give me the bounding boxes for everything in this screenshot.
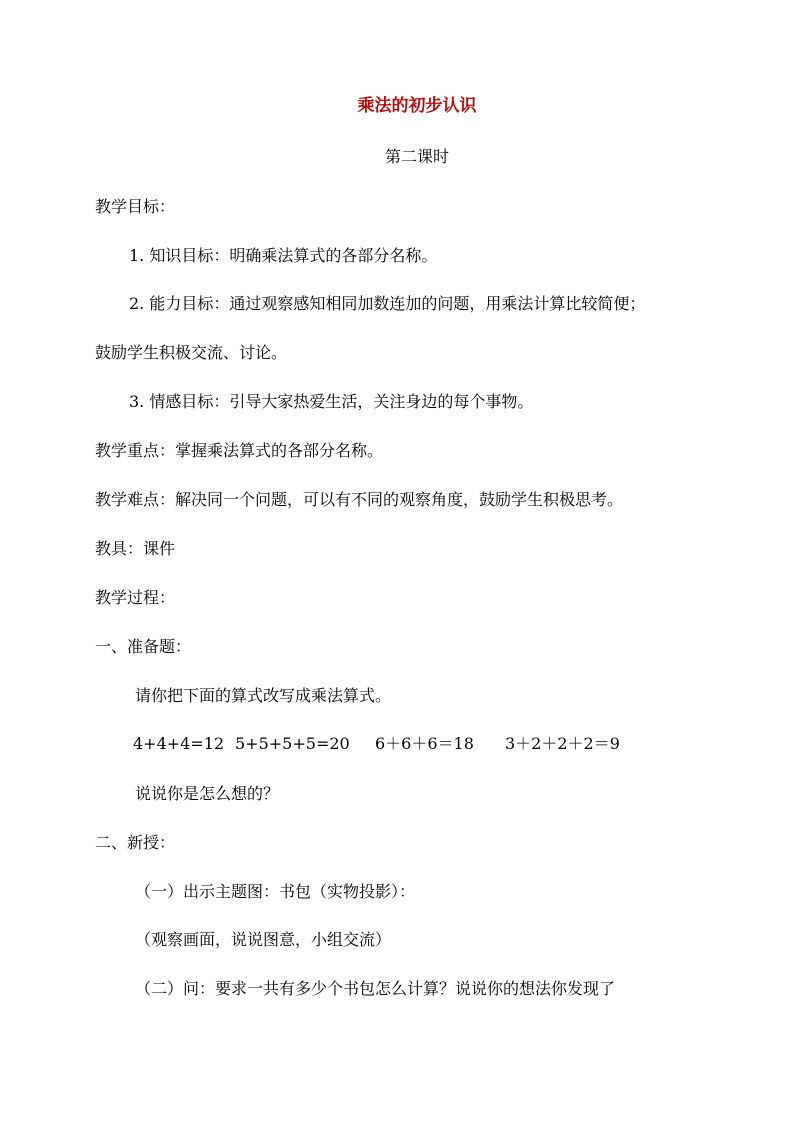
sub-section-1-note: （观察画面，说说图意，小组交流）	[135, 930, 392, 949]
teaching-tools: 教具：课件	[95, 539, 176, 558]
section-2-heading: 二、新授：	[95, 833, 176, 852]
sub-section-2: （二）问：要求一共有多少个书包怎么计算？说说你的想法你发现了	[135, 979, 616, 998]
objective-2-continued: 鼓励学生积极交流、讨论。	[95, 343, 288, 362]
objective-1: 1. 知识目标：明确乘法算式的各部分名称。	[129, 246, 438, 265]
task-2: 说说你是怎么想的？	[135, 784, 280, 803]
equation-4: 3＋2＋2＋2＝9	[505, 734, 620, 753]
document-subtitle: 第二课时	[384, 147, 449, 166]
objectives-heading: 教学目标：	[95, 197, 176, 216]
process-heading: 教学过程：	[95, 588, 176, 607]
task-1: 请你把下面的算式改写成乘法算式。	[135, 686, 392, 705]
sub-section-1: （一）出示主题图：书包（实物投影）：	[135, 882, 416, 901]
equation-2: 5+5+5+5=20	[235, 734, 350, 753]
equation-1: 4+4+4=12	[133, 734, 225, 753]
objective-3: 3. 情感目标：引导大家热爱生活，关注身边的每个事物。	[129, 392, 534, 411]
section-1-heading: 一、准备题：	[95, 637, 192, 656]
objective-2: 2. 能力目标：通过观察感知相同加数连加的问题，用乘法计算比较简便；	[129, 294, 646, 313]
document-title: 乘法的初步认识	[357, 96, 477, 116]
key-point: 教学重点：掌握乘法算式的各部分名称。	[95, 441, 384, 460]
equation-3: 6＋6＋6＝18	[375, 734, 474, 753]
difficulty: 教学难点：解决同一个问题，可以有不同的观察角度，鼓励学生积极思考。	[95, 490, 624, 509]
